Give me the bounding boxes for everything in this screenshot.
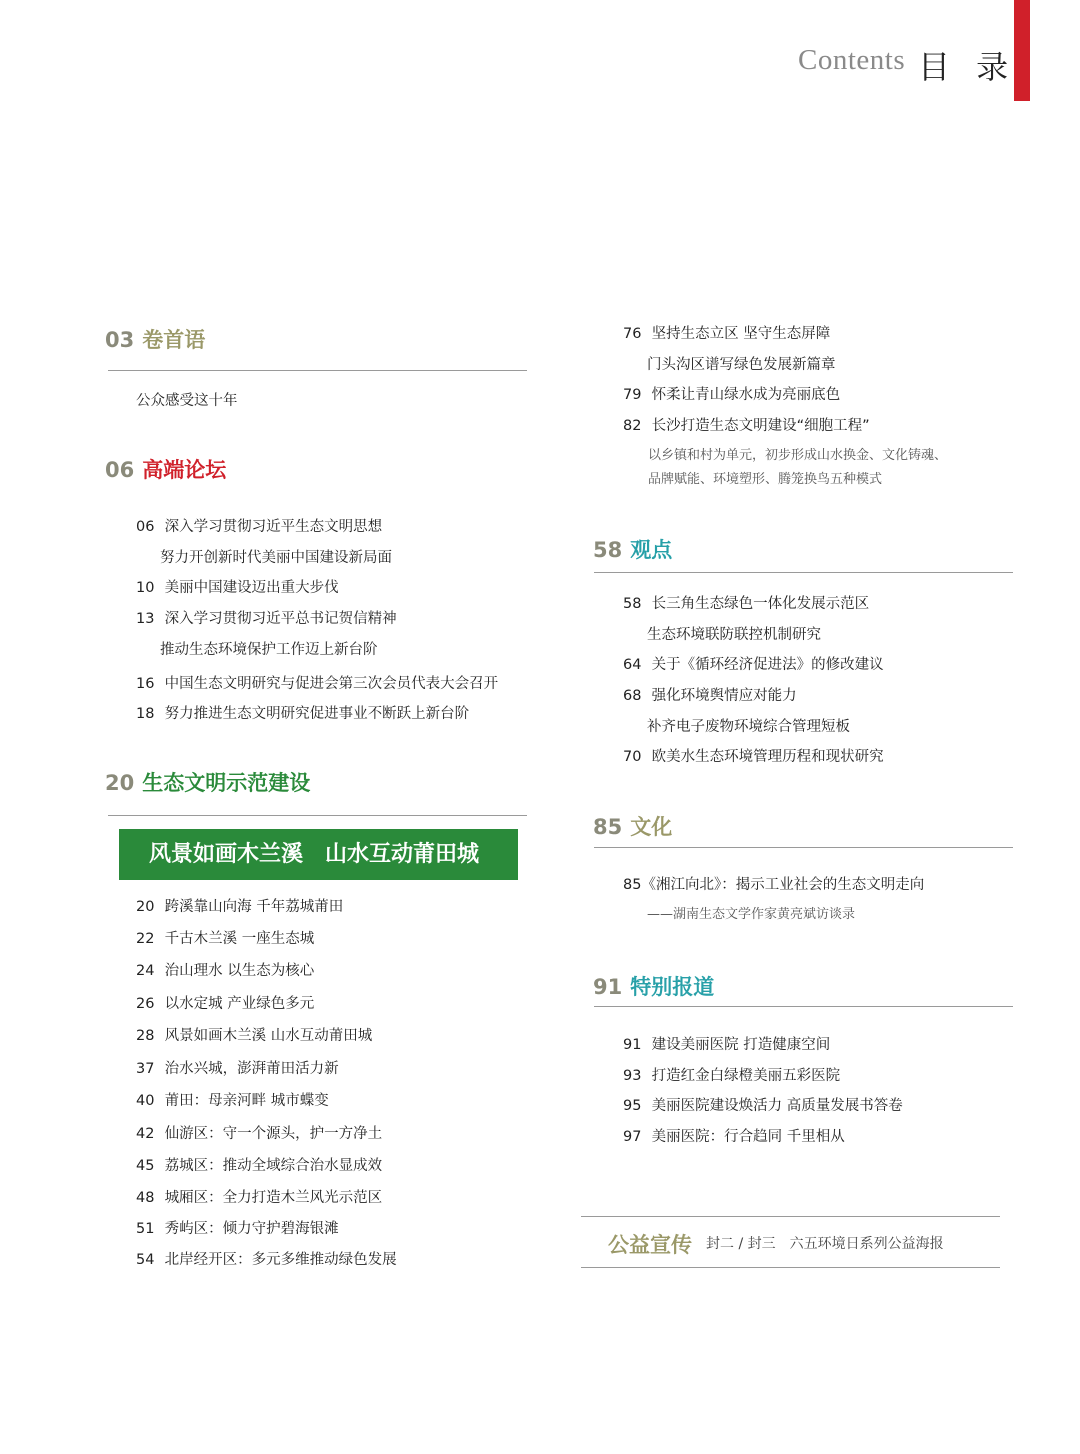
toc-item-page: 48 xyxy=(136,1190,155,1206)
toc-item-text: 深入学习贯彻习近平生态文明思想 xyxy=(164,519,383,535)
toc-item[interactable] xyxy=(136,1250,397,1270)
toc-item-text: 秀屿区：倾力守护碧海银滩 xyxy=(164,1221,339,1237)
toc-item-text: 以水定城 产业绿色多元 xyxy=(164,996,315,1012)
section-divider xyxy=(108,370,527,371)
toc-item[interactable] xyxy=(623,324,830,344)
toc-item[interactable] xyxy=(136,1059,339,1079)
toc-item-continuation[interactable]: 推动生态环境保护工作迈上新台阶 xyxy=(160,642,378,658)
toc-item-page: 97 xyxy=(623,1129,642,1145)
section-number: 85 xyxy=(593,815,623,839)
toc-item-page: 18 xyxy=(136,706,155,722)
section-number: 06 xyxy=(105,458,135,482)
feature-banner[interactable]: 风景如画木兰溪 山水互动莆田城 xyxy=(119,829,518,880)
toc-item-text: 莆田：母亲河畔 城市蝶变 xyxy=(164,1093,329,1109)
toc-item-text: 建设美丽医院 打造健康空间 xyxy=(651,1037,831,1053)
toc-item-continuation[interactable]: 努力开创新时代美丽中国建设新局面 xyxy=(160,550,392,566)
section-name: 生态文明示范建设 xyxy=(142,771,311,795)
toc-item-text: 美丽医院：行合趋同 千里相从 xyxy=(651,1129,845,1145)
toc-item-text: 风景如画木兰溪 山水互动莆田城 xyxy=(164,1028,373,1044)
toc-item-text: 深入学习贯彻习近平总书记贺信精神 xyxy=(164,611,397,627)
toc-item[interactable] xyxy=(136,1091,329,1111)
toc-item-text: 仙游区：守一个源头，护一方净土 xyxy=(164,1126,383,1142)
toc-item-page: 79 xyxy=(623,387,642,403)
public-ad-description: 封二 / 封三 六五环境日系列公益海报 xyxy=(706,1236,944,1252)
toc-item[interactable] xyxy=(136,391,238,411)
toc-item[interactable] xyxy=(623,686,797,706)
toc-item-page: 64 xyxy=(623,657,642,673)
toc-item-text: 打造红金白绿橙美丽五彩医院 xyxy=(651,1068,841,1084)
toc-item-text: 努力推进生态文明研究促进事业不断跃上新台阶 xyxy=(164,706,470,722)
section-name: 文化 xyxy=(630,815,673,839)
toc-item-text: 荔城区：推动全域综合治水显成效 xyxy=(164,1158,383,1174)
header-red-bar xyxy=(1014,0,1030,101)
toc-item-page: 16 xyxy=(136,676,155,692)
toc-item-page: 68 xyxy=(623,688,642,704)
toc-item-page: 40 xyxy=(136,1093,155,1109)
toc-item[interactable] xyxy=(623,1035,830,1055)
public-ad-bottom-rule xyxy=(581,1267,1000,1268)
toc-item[interactable] xyxy=(136,1188,382,1208)
toc-item[interactable] xyxy=(136,1124,382,1144)
toc-item[interactable] xyxy=(136,1026,372,1046)
toc-item-text: 跨溪靠山向海 千年荔城莆田 xyxy=(164,899,344,915)
toc-item-continuation[interactable]: 生态环境联防联控机制研究 xyxy=(647,627,821,643)
section-divider xyxy=(108,815,527,816)
toc-item-page: 58 xyxy=(623,596,642,612)
toc-item-text: 治水兴城，澎湃莆田活力新 xyxy=(164,1061,339,1077)
toc-item-page: 10 xyxy=(136,580,155,596)
toc-item-text: 中国生态文明研究与促进会第三次会员代表大会召开 xyxy=(164,676,499,692)
toc-item-page: 24 xyxy=(136,963,155,979)
toc-item[interactable] xyxy=(623,1096,903,1116)
section-title-special-report[interactable] xyxy=(593,971,714,1001)
section-number: 03 xyxy=(105,328,135,352)
toc-item-page: 20 xyxy=(136,899,155,915)
toc-item-page: 70 xyxy=(623,749,642,765)
toc-item-page: 37 xyxy=(136,1061,155,1077)
section-divider xyxy=(594,1006,1013,1007)
section-title-viewpoints[interactable] xyxy=(593,534,672,564)
toc-item[interactable] xyxy=(623,416,870,436)
toc-item[interactable] xyxy=(623,875,924,895)
toc-item-page: 42 xyxy=(136,1126,155,1142)
toc-item-text: 长三角生态绿色一体化发展示范区 xyxy=(651,596,870,612)
toc-item-text: 坚持生态立区 坚守生态屏障 xyxy=(651,326,831,342)
toc-item-page: 28 xyxy=(136,1028,155,1044)
toc-item-page: 82 xyxy=(623,418,642,434)
toc-item-page: 22 xyxy=(136,931,155,947)
toc-item-continuation[interactable]: 补齐电子废物环境综合管理短板 xyxy=(647,719,850,735)
toc-item-continuation[interactable]: 门头沟区谱写绿色发展新篇章 xyxy=(647,357,836,373)
toc-item[interactable] xyxy=(623,385,840,405)
toc-item-text: 千古木兰溪 一座生态城 xyxy=(164,931,315,947)
toc-item[interactable] xyxy=(623,1127,845,1147)
toc-item-text: 城厢区：全力打造木兰风光示范区 xyxy=(164,1190,383,1206)
section-title-demonstration[interactable] xyxy=(105,767,310,797)
toc-item[interactable] xyxy=(136,961,314,981)
toc-item-subtitle: 以乡镇和村为单元，初步形成山水换金、文化铸魂、 xyxy=(648,448,948,463)
toc-item-page: 91 xyxy=(623,1037,642,1053)
toc-item-text: 长沙打造生态文明建设“细胞工程” xyxy=(651,418,870,434)
toc-item-page: 51 xyxy=(136,1221,155,1237)
toc-item-page: 93 xyxy=(623,1068,642,1084)
toc-item[interactable] xyxy=(136,578,339,598)
toc-item-text: 美丽中国建设迈出重大步伐 xyxy=(164,580,339,596)
toc-item-subtitle: ——湖南生态文学作家黄亮斌访谈录 xyxy=(647,907,856,922)
public-ad-title[interactable]: 公益宣传 xyxy=(608,1233,692,1257)
section-title-editorial[interactable] xyxy=(105,324,205,354)
section-number: 91 xyxy=(593,975,623,999)
section-number: 20 xyxy=(105,771,135,795)
toc-item-page: 45 xyxy=(136,1158,155,1174)
section-name: 卷首语 xyxy=(142,328,206,352)
section-title-forum[interactable] xyxy=(105,454,226,484)
section-name: 观点 xyxy=(630,538,673,562)
toc-item-page: 54 xyxy=(136,1252,155,1268)
toc-item-text: 欧美水生态环境管理历程和现状研究 xyxy=(651,749,884,765)
toc-item[interactable] xyxy=(136,704,469,724)
toc-item-text: 关于《循环经济促进法》的修改建议 xyxy=(651,657,884,673)
toc-item[interactable] xyxy=(136,1156,382,1176)
toc-item[interactable] xyxy=(136,1219,339,1239)
toc-item-page: 06 xyxy=(136,519,155,535)
toc-item-text: 美丽医院建设焕活力 高质量发展书答卷 xyxy=(651,1098,903,1114)
contents-title-en: Contents xyxy=(798,44,906,76)
toc-item-text: 85《湘江向北》：揭示工业社会的生态文明走向 xyxy=(623,877,925,893)
toc-item[interactable] xyxy=(136,517,382,537)
toc-item-text: 强化环境舆情应对能力 xyxy=(651,688,797,704)
section-divider xyxy=(594,572,1013,573)
toc-item-text: 怀柔让青山绿水成为亮丽底色 xyxy=(651,387,841,403)
toc-item[interactable] xyxy=(136,994,314,1014)
section-name: 高端论坛 xyxy=(142,458,227,482)
toc-item-text: 治山理水 以生态为核心 xyxy=(164,963,315,979)
toc-item[interactable] xyxy=(623,1066,840,1086)
toc-item[interactable] xyxy=(136,609,397,629)
contents-title-cn: 目 录 xyxy=(918,48,1017,86)
toc-item-subtitle: 品牌赋能、环境塑形、腾笼换鸟五种模式 xyxy=(648,472,883,487)
public-ad-top-rule xyxy=(581,1216,1000,1217)
toc-item-page: 76 xyxy=(623,326,642,342)
toc-item[interactable] xyxy=(623,594,869,614)
toc-item-text: 公众感受这十年 xyxy=(136,393,238,409)
toc-item[interactable] xyxy=(136,897,343,917)
section-number: 58 xyxy=(593,538,623,562)
toc-item[interactable] xyxy=(623,655,884,675)
toc-item[interactable] xyxy=(136,929,314,949)
toc-item-page: 26 xyxy=(136,996,155,1012)
section-title-culture[interactable] xyxy=(593,811,672,841)
section-divider xyxy=(594,847,1013,848)
toc-item-page: 95 xyxy=(623,1098,642,1114)
section-name: 特别报道 xyxy=(630,975,715,999)
toc-item[interactable] xyxy=(136,674,498,694)
toc-item-text: 北岸经开区：多元多维推动绿色发展 xyxy=(164,1252,397,1268)
toc-item[interactable] xyxy=(623,747,884,767)
toc-item-page: 13 xyxy=(136,611,155,627)
